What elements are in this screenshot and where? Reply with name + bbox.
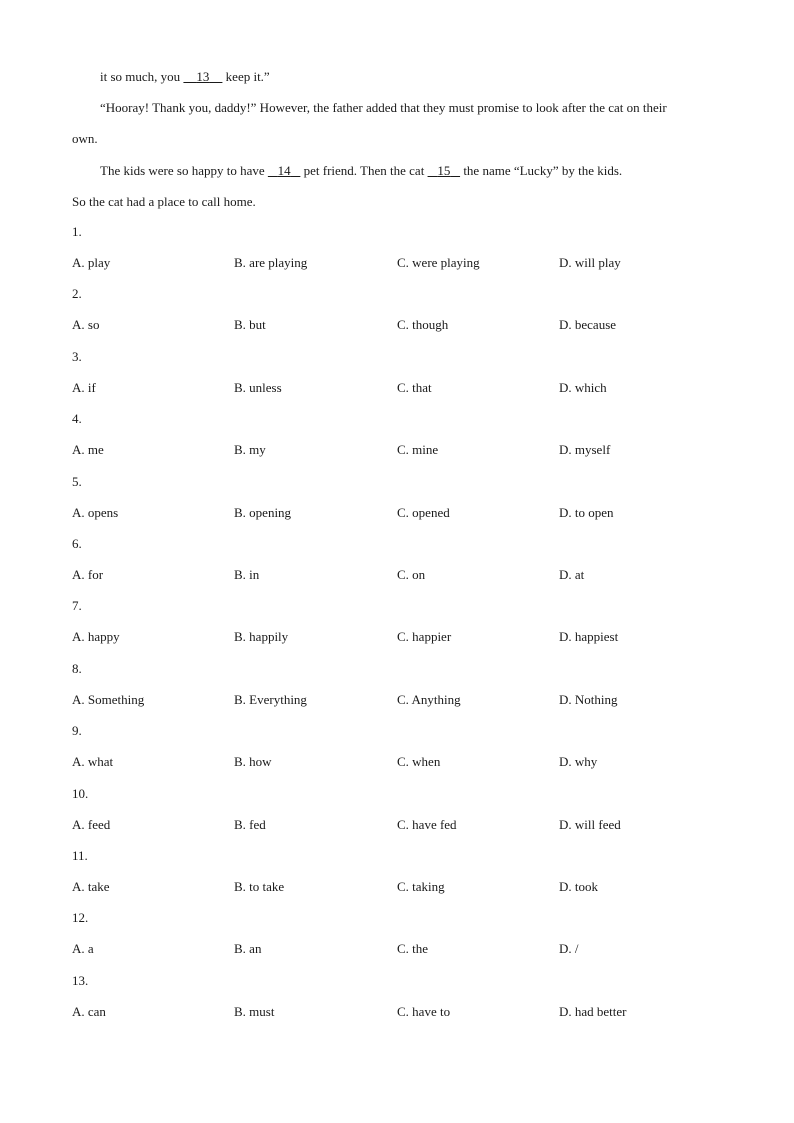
question-number: 4. xyxy=(72,411,82,427)
answer-option-a: A. opens xyxy=(72,504,119,520)
passage-text: pet friend. Then the cat xyxy=(300,163,428,178)
answer-option-b: B. in xyxy=(234,567,260,582)
passage-paragraph-1 xyxy=(72,61,722,92)
answer-option-d: D. happiest xyxy=(559,629,619,645)
answer-option-a: A. take xyxy=(72,879,110,894)
answer-blank-14: 14 xyxy=(277,163,291,178)
answer-option-d: D. will feed xyxy=(559,816,621,832)
passage-text: The kids were so happy to have xyxy=(100,163,268,178)
answer-option-a: A. can xyxy=(72,1003,106,1019)
answer-option-a: A. what xyxy=(72,754,114,770)
answer-option-c: C. have fed xyxy=(397,816,457,832)
answer-option-d: D. / xyxy=(559,941,579,957)
question-number: 7. xyxy=(72,598,82,614)
answer-option-a: A. a xyxy=(72,941,94,957)
answer-option-a: A. so xyxy=(72,317,100,333)
answer-option-d: D. because xyxy=(559,317,617,333)
answer-option-d: D. will play xyxy=(559,255,621,270)
answer-option-c: C. have to xyxy=(397,1003,451,1019)
answer-option-a: A. if xyxy=(72,379,96,395)
answer-option-b: B. fed xyxy=(234,816,266,832)
answer-option-b: B. to take xyxy=(234,879,285,894)
answer-option-b: B. happily xyxy=(234,629,289,645)
passage-text: “Hooray! Thank you, daddy!” However, the father added that they must promise to look after the cat on their xyxy=(100,100,667,115)
question-number: 1. xyxy=(72,224,82,239)
answer-option-d: D. to open xyxy=(559,504,614,520)
passage-text: own. xyxy=(72,131,98,146)
answer-option-b: B. my xyxy=(234,442,266,458)
answer-option-b: B. opening xyxy=(234,504,292,520)
answer-option-a: A. happy xyxy=(72,629,120,645)
answer-option-c: C. that xyxy=(397,379,432,395)
question-number: 9. xyxy=(72,723,82,739)
question-number: 10. xyxy=(72,785,89,801)
answer-blank-15: 15 xyxy=(437,163,451,178)
answer-option-a: A. feed xyxy=(72,816,111,832)
passage-text: So the cat had a place to call home. xyxy=(72,194,256,209)
answer-option-c: C. when xyxy=(397,754,441,770)
answer-option-c: C. happier xyxy=(397,629,452,645)
answer-option-c: C. opened xyxy=(397,504,450,520)
question-number: 8. xyxy=(72,660,82,676)
answer-option-d: D. took xyxy=(559,879,598,894)
answer-option-b: B. must xyxy=(234,1003,275,1019)
question-number: 6. xyxy=(72,536,82,551)
answer-option-b: B. are playing xyxy=(234,255,308,270)
answer-option-d: D. which xyxy=(559,379,607,395)
question-number: 13. xyxy=(72,972,89,988)
question-number: 11. xyxy=(72,848,88,863)
passage-paragraph-2 xyxy=(72,92,722,154)
answer-option-d: D. myself xyxy=(559,442,611,458)
passage-paragraph-3 xyxy=(72,155,722,217)
answer-option-a: A. for xyxy=(72,567,104,582)
answer-blank-13: 13 xyxy=(196,69,210,84)
question-number: 5. xyxy=(72,473,82,489)
answer-option-d: D. why xyxy=(559,754,598,770)
answer-option-b: B. how xyxy=(234,754,272,770)
question-number: 2. xyxy=(72,286,82,302)
answer-option-b: B. unless xyxy=(234,379,282,395)
answer-option-d: D. had better xyxy=(559,1003,627,1019)
answer-option-a: A. me xyxy=(72,442,104,458)
answer-option-c: C. though xyxy=(397,317,449,333)
answer-option-c: C. taking xyxy=(397,879,445,894)
answer-option-d: D. at xyxy=(559,567,585,582)
answer-option-b: B. an xyxy=(234,941,262,957)
answer-option-b: B. but xyxy=(234,317,266,333)
question-number: 12. xyxy=(72,910,89,926)
answer-option-c: C. mine xyxy=(397,442,439,458)
answer-option-c: C. on xyxy=(397,567,426,582)
passage-text: keep it.” xyxy=(222,69,270,84)
answer-option-a: A. play xyxy=(72,255,111,270)
passage-text: the name “Lucky” by the kids. xyxy=(460,163,623,178)
answer-option-d: D. Nothing xyxy=(559,691,618,707)
question-number: 3. xyxy=(72,348,82,364)
answer-option-c: C. the xyxy=(397,941,429,957)
answer-option-c: C. were playing xyxy=(397,255,480,270)
answer-option-c: C. Anything xyxy=(397,691,461,707)
answer-option-a: A. Something xyxy=(72,691,145,707)
passage-text: it so much, you xyxy=(100,69,184,84)
answer-option-b: B. Everything xyxy=(234,691,307,707)
